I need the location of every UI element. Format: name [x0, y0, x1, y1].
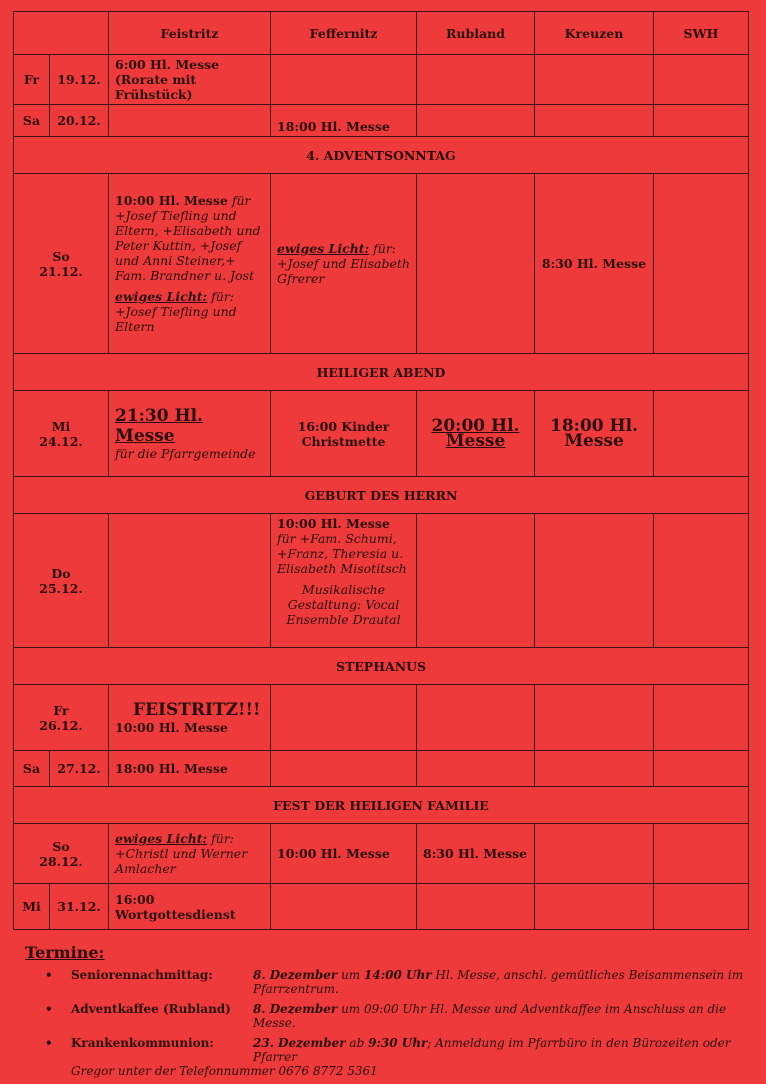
row-day: Do	[51, 565, 71, 581]
mass-intentions	[277, 516, 410, 576]
music-note: Musikalische Gestaltung: Vocal Ensemble Drautal	[286, 582, 401, 627]
cell-feistritz	[109, 824, 271, 884]
cell-feistritz	[109, 391, 271, 477]
header-kreuzen: Kreuzen	[535, 12, 654, 55]
intention-text: +Josef und Elisabeth Gfrerer	[277, 256, 410, 286]
cell-feffernitz: 10:00 Hl. Messe	[271, 824, 417, 884]
mass-subtitle: für die Pfarrgemeinde	[115, 446, 256, 461]
row-day: Fr	[14, 55, 50, 105]
termin-time: 9:30 Uhr	[368, 1036, 428, 1050]
cell-feistritz	[109, 105, 271, 137]
row-day: So	[52, 838, 70, 854]
list-item	[25, 1002, 745, 1030]
cell-kreuzen: 18:00 Hl. Messe	[535, 391, 654, 477]
cell-swh	[654, 55, 749, 105]
termin-text	[253, 968, 745, 996]
header-swh: SWH	[654, 12, 749, 55]
section-title: GEBURT DES HERRN	[14, 477, 749, 514]
cell-feffernitz: 16:00 Kinder Christmette	[271, 391, 417, 477]
row-day-date	[14, 685, 109, 751]
section-row	[14, 787, 749, 824]
cell-kreuzen	[535, 514, 654, 648]
cell-rubland	[417, 685, 535, 751]
cell-rubland	[417, 174, 535, 354]
row-day-date	[14, 514, 109, 648]
header-feistritz: Feistritz	[109, 12, 271, 55]
intention-label: für:	[373, 241, 397, 256]
termin-label: Seniorennachmittag:	[71, 968, 213, 982]
eternal-light-note	[115, 289, 264, 334]
cell-feffernitz	[271, 55, 417, 105]
termin-um: um	[341, 968, 361, 982]
cell-feffernitz	[271, 751, 417, 787]
cell-rubland	[417, 55, 535, 105]
termin-label: Adventkaffee (Rubland)	[71, 1002, 231, 1016]
row-day: So	[52, 248, 70, 264]
row-date: 19.12.	[50, 55, 109, 105]
cell-rubland	[417, 514, 535, 648]
eternal-light-label: ewiges Licht:	[115, 831, 208, 846]
row-day: Fr	[53, 702, 69, 718]
cell-feffernitz	[271, 174, 417, 354]
cell-feffernitz: 18:00 Hl. Messe	[271, 105, 417, 137]
highlight-title: FEISTRITZ!!!	[133, 700, 261, 720]
row-day-date	[14, 391, 109, 477]
section-title: FEST DER HEILIGEN FAMILIE	[14, 787, 749, 824]
intention-text: +Christl und Werner Amlacher	[115, 846, 248, 876]
row-day: Mi	[14, 884, 50, 930]
table-row	[14, 105, 749, 137]
cell-swh	[654, 824, 749, 884]
cell-kreuzen: 8:30 Hl. Messe	[535, 174, 654, 354]
table-row	[14, 55, 749, 105]
intention-label: für	[277, 531, 296, 546]
termine-list	[25, 968, 745, 1084]
cell-feistritz: 6:00 Hl. Messe (Rorate mit Frühstück)	[109, 55, 271, 105]
row-date: 28.12.	[39, 853, 83, 869]
eternal-light-note	[277, 241, 410, 286]
cell-feffernitz	[271, 514, 417, 648]
cell-swh	[654, 884, 749, 930]
row-date: 31.12.	[50, 884, 109, 930]
cell-feistritz: 16:00 Wortgottesdienst	[109, 884, 271, 930]
cell-swh	[654, 685, 749, 751]
section-title: HEILIGER ABEND	[14, 354, 749, 391]
cell-kreuzen	[535, 105, 654, 137]
cell-swh	[654, 391, 749, 477]
intention-text: +Josef Tiefling und Eltern	[115, 304, 237, 334]
termin-desc: um 09:00 Uhr Hl. Messe und Adventkaffee im Anschluss an die Messe.	[253, 1002, 727, 1030]
header-feffernitz: Feffernitz	[271, 12, 417, 55]
cell-kreuzen	[535, 824, 654, 884]
mass-schedule-table	[13, 11, 749, 930]
mass-time: 21:30 Hl. Messe	[115, 406, 203, 446]
termin-text	[253, 1036, 745, 1064]
table-row	[14, 685, 749, 751]
intention-label: für:	[211, 831, 235, 846]
termin-text	[253, 1002, 745, 1030]
cell-feffernitz	[271, 884, 417, 930]
section-row	[14, 137, 749, 174]
section-row	[14, 477, 749, 514]
termin-ab: ab	[349, 1036, 365, 1050]
row-date: 20.12.	[50, 105, 109, 137]
list-item	[25, 1036, 745, 1078]
eternal-light-note	[115, 831, 264, 876]
row-date: 24.12.	[39, 433, 83, 449]
intention-label: für	[231, 193, 251, 208]
termin-date: 23. Dezember	[253, 1036, 346, 1050]
row-date: 21.12.	[39, 263, 83, 279]
termin-label: Krankenkommunion:	[71, 1036, 214, 1050]
cell-swh	[654, 514, 749, 648]
cell-kreuzen	[535, 751, 654, 787]
intention-text: +Fam. Schumi, +Franz, Theresia u. Elisabeth Misotitsch	[277, 531, 407, 576]
cell-rubland	[417, 105, 535, 137]
termin-date: 8. Dezember	[253, 968, 338, 982]
table-header-row	[14, 12, 749, 55]
bullet-icon: •	[45, 1002, 53, 1016]
mass-time: 10:00 Hl. Messe	[277, 516, 390, 531]
cell-kreuzen	[535, 685, 654, 751]
cell-feistritz: 18:00 Hl. Messe	[109, 751, 271, 787]
table-row	[14, 884, 749, 930]
header-blank-cell	[14, 12, 109, 55]
termin-continuation: Gregor unter der Telefonnummer 0676 8772 5361	[71, 1064, 378, 1078]
cell-rubland: 20:00 Hl. Messe	[417, 391, 535, 477]
section-title: 4. ADVENTSONNTAG	[14, 137, 749, 174]
row-day-date	[14, 174, 109, 354]
table-row	[14, 751, 749, 787]
cell-feffernitz	[271, 685, 417, 751]
list-item	[25, 968, 745, 996]
section-title: STEPHANUS	[14, 648, 749, 685]
table-row	[14, 391, 749, 477]
cell-kreuzen	[535, 884, 654, 930]
section-row	[14, 354, 749, 391]
bullet-icon: •	[45, 968, 53, 982]
termin-desc: Hl. Messe, anschl. gemütliches Beisammensein im Pfarrzentrum.	[253, 968, 744, 996]
table-row	[14, 174, 749, 354]
cell-rubland	[417, 751, 535, 787]
row-day-date	[14, 824, 109, 884]
row-day: Sa	[14, 751, 50, 787]
cell-feistritz	[109, 174, 271, 354]
header-rubland: Rubland	[417, 12, 535, 55]
row-date: 27.12.	[50, 751, 109, 787]
section-row	[14, 648, 749, 685]
termin-desc: ; Anmeldung im Pfarrbüro in den Bürozeiten oder Pfarrer	[253, 1036, 731, 1064]
cell-rubland: 8:30 Hl. Messe	[417, 824, 535, 884]
mass-time: 10:00 Hl. Messe	[115, 720, 228, 735]
cell-rubland	[417, 884, 535, 930]
table-row	[14, 514, 749, 648]
row-date: 26.12.	[39, 717, 83, 733]
row-day: Sa	[14, 105, 50, 137]
row-date: 25.12.	[39, 580, 83, 596]
cell-swh	[654, 174, 749, 354]
cell-swh	[654, 751, 749, 787]
row-day: Mi	[51, 418, 71, 434]
cell-kreuzen	[535, 55, 654, 105]
bullet-icon: •	[45, 1036, 53, 1050]
intention-text: +Josef Tiefling und Eltern, +Elisabeth und Peter Kuttin, +Josef und Anni Steiner,+ Fam. Brandner u. Jost	[115, 208, 261, 283]
eternal-light-label: ewiges Licht:	[277, 241, 370, 256]
cell-feistritz	[109, 685, 271, 751]
intention-label: für:	[211, 289, 235, 304]
eternal-light-label: ewiges Licht:	[115, 289, 208, 304]
mass-time: 10:00 Hl. Messe	[115, 193, 228, 208]
mass-intentions	[115, 193, 264, 283]
termin-time: 14:00 Uhr	[364, 968, 432, 982]
termine-heading: Termine:	[25, 943, 105, 962]
termin-date: 8. Dezember	[253, 1002, 338, 1016]
cell-feistritz	[109, 514, 271, 648]
table-row	[14, 824, 749, 884]
cell-swh	[654, 105, 749, 137]
